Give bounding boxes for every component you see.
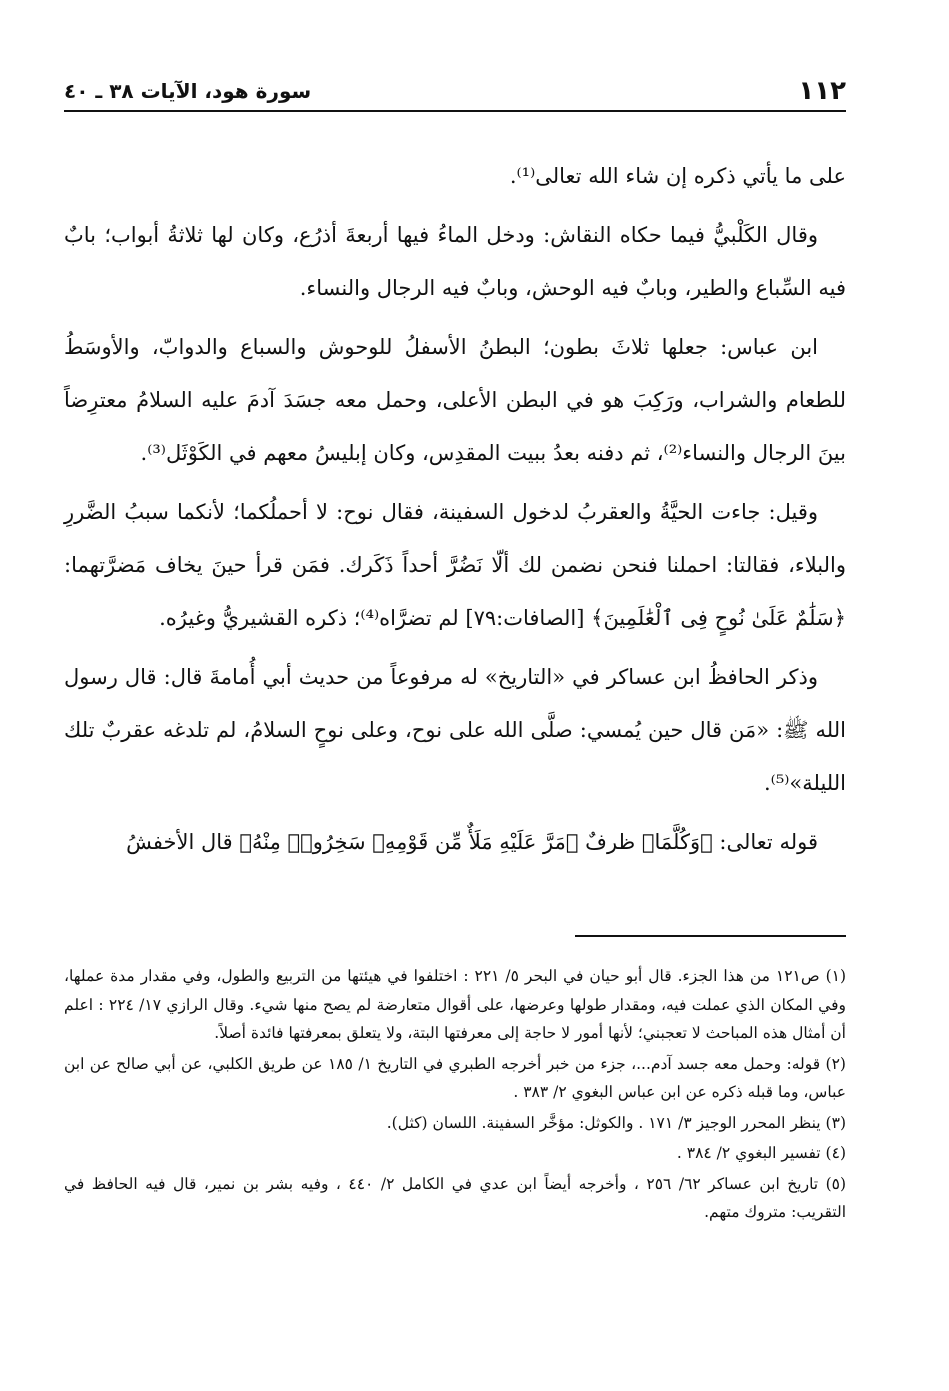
- footnotes: [64, 962, 846, 1229]
- footnote: (١) ص١٢١ من هذا الجزء. قال أبو حيان في البحر ٥/ ٢٢١ : اختلفوا في هيئتها من التربيع والطول، وفي مقدار مدة عملها، وفي المكان الذي عملت فيه، ومقدار طولها وعرضها، على أقوال متعارضة لم يصح منها شيء. وقال الرازي ١٧/ ٢٢٤ : اعلم أن أمثال هذه المباحث لا تعجبني؛ لأنها أمور لا حاجة إلى معرفتها البتة، ولا يتعلق بمعرفتها فائدة أصلاً.: [64, 967, 847, 1042]
- footnote: (٢) قوله: وحمل معه جسد آدم...، جزء من خبر أخرجه الطبري في التاريخ ١/ ١٨٥ عن طريق الكلبي، عن أبي صالح عن ابن عباس، وما قبله ذكره عن ابن عباس البغوي ٢/ ٣٨٣ .: [64, 1054, 846, 1101]
- footnote: (٤) تفسير البغوي ٢/ ٣٨٤ .: [676, 1144, 846, 1162]
- main-text: [64, 150, 846, 875]
- footnote: (٣) ينظر المحرر الوجيز ٣/ ١٧١ . والكوثل: مؤخَّر السفينة. اللسان (كثل).: [386, 1113, 846, 1132]
- paragraph: وقال الكَلْبيُّ فيما حكاه النقاش: ودخل الماءُ فيها أربعةَ أذرُع، وكان لها ثلاثةُ أبواب؛ بابٌ فيه السِّباع والطير، وبابٌ فيه الوحش، وبابٌ فيه الرجال والنساء.: [64, 223, 846, 300]
- paragraph: وذكر الحافظُ ابن عساكر في «التاريخ» له مرفوعاً من حديث أبي أُمامةَ قال: قال رسول الله ﷺ: «مَن قال حين يُمسي: صلَّى الله على نوح، وعلى نوحٍ السلامُ، لم تلدغه عقربٌ تلك الليلة»⁽⁵⁾.: [64, 665, 846, 795]
- paragraph: وقيل: جاءت الحيَّةُ والعقربُ لدخول السفينة، فقال نوح: لا أحملُكما؛ لأنكما سببُ الضَّررِ والبلاء، فقالتا: احملنا فنحن نضمن لك ألّا نَضُرَّ أحداً ذَكَرك. فمَن قرأ حينَ يخاف مَضرَّتهما: ﴿سَلَٰمٌ عَلَىٰ نُوحٍ فِى ٱلْعَٰلَمِينَ﴾ [الصافات:٧٩] لم تضرَّاه⁽⁴⁾؛ ذكره القشيريُّ وغيرُه.: [64, 500, 846, 630]
- footnote-divider: [575, 935, 846, 937]
- paragraph: ابن عباس: جعلها ثلاثَ بطون؛ البطنُ الأسفلُ للوحوش والسباع والدوابّ، والأوسَطُ للطعام والشراب، ورَكِبَ هو في البطن الأعلى، وحمل معه جسَدَ آدمَ عليه السلامُ معترِضاً بينَ الرجال والنساء⁽²⁾، ثم دفنه بعدُ ببيت المقدِس، وكان إبليسُ معهم في الكَوْثَل⁽³⁾.: [64, 335, 846, 465]
- page-number: ١١٢: [798, 76, 846, 106]
- running-title: سورة هود، الآيات ٣٨ ـ ٤٠: [64, 79, 312, 103]
- paragraph: قوله تعالى: ﴿وَكُلَّمَا﴾ ظرفٌ ﴿مَرَّ عَلَيْهِ مَلَأٌ مِّن قَوْمِهِۦ سَخِرُوا۟ مِنْهُ﴾ قال الأخفشُ: [126, 830, 818, 854]
- paragraph: على ما يأتي ذكره إن شاء الله تعالى⁽¹⁾.: [509, 164, 846, 188]
- page-header: [64, 66, 846, 112]
- footnote: (٥) تاريخ ابن عساكر ٦٢/ ٢٥٦ ، وأخرجه أيضاً ابن عدي في الكامل ٢/ ٤٤٠ ، وفيه بشر بن نمير، قال فيه الحافظ في التقريب: متروك متهم.: [64, 1174, 847, 1221]
